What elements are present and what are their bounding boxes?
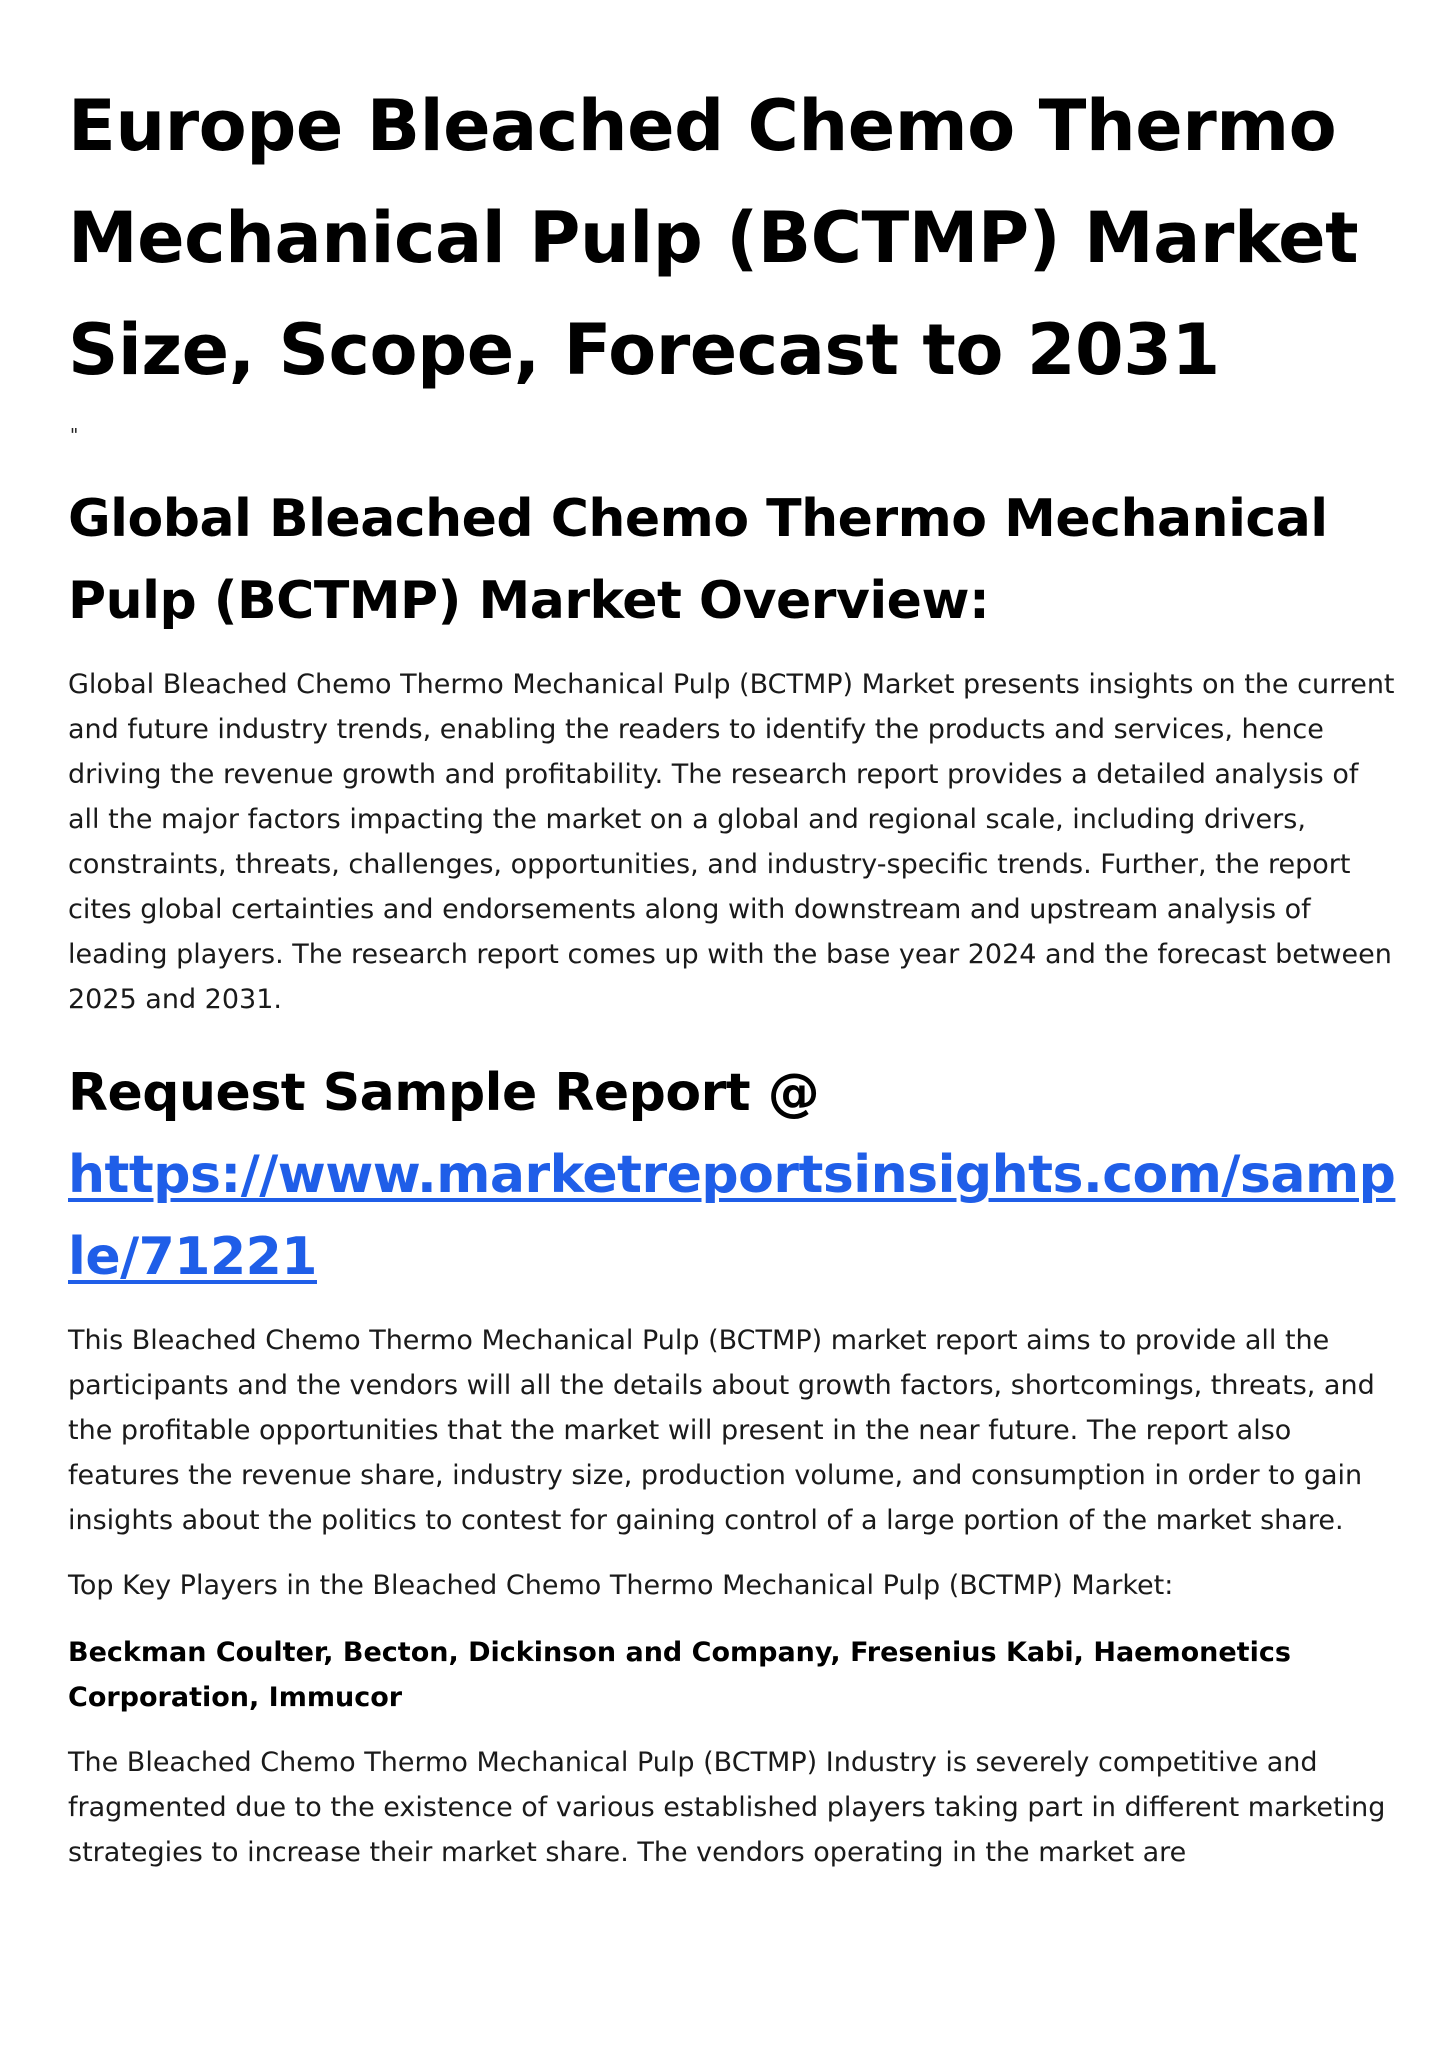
industry-paragraph: The Bleached Chemo Thermo Mechanical Pulp (BCTMP) Industry is severely competitive and fragmented due to the existence of various established players taking part in different marketing strategies to increase their market share. The vendors operating in the market are: [68, 1747, 1386, 1868]
overview-heading: Global Bleached Chemo Thermo Mechanical Pulp (BCTMP) Market Overview:: [68, 489, 1328, 631]
key-players-intro: Top Key Players in the Bleached Chemo Thermo Mechanical Pulp (BCTMP) Market:: [68, 1570, 1174, 1601]
report-paragraph: This Bleached Chemo Thermo Mechanical Pulp (BCTMP) market report aims to provide all the participants and the vendors will all the details about growth factors, shortcomings, threats, and the profitable opportunities that the market will present in the near future. The report also features the revenue share, industry size, production volume, and consumption in order to gain insights about the politics to contest for gaining control of a large portion of the market share.: [68, 1325, 1375, 1536]
key-players-list: Beckman Coulter, Becton, Dickinson and Company, Fresenius Kabi, Haemonetics Corporation, Immucor: [68, 1637, 1291, 1713]
overview-paragraph: Global Bleached Chemo Thermo Mechanical Pulp (BCTMP) Market presents insights on the current and future industry trends, enabling the readers to identify the products and services, hence driving the revenue growth and profitability. The research report provides a detailed analysis of all the major factors impacting the market on a global and regional scale, including drivers, constraints, threats, challenges, opportunities, and industry-specific trends. Further, the report cites global certainties and endorsements along with downstream and upstream analysis of leading players. The research report comes up with the base year 2024 and the forecast between 2025 and 2031.: [68, 669, 1395, 1015]
request-sample-heading: [68, 1052, 1398, 1298]
request-sample-label: Request Sample Report @: [68, 1063, 820, 1123]
stray-quote-mark: ": [70, 425, 79, 446]
document-page: [68, 70, 1398, 1875]
sample-report-link[interactable]: https://www.marketreportsinsights.com/sample/71221: [68, 1145, 1396, 1287]
page-title: Europe Bleached Chemo Thermo Mechanical Pulp (BCTMP) Market Size, Scope, Forecast to 2031: [68, 85, 1359, 391]
